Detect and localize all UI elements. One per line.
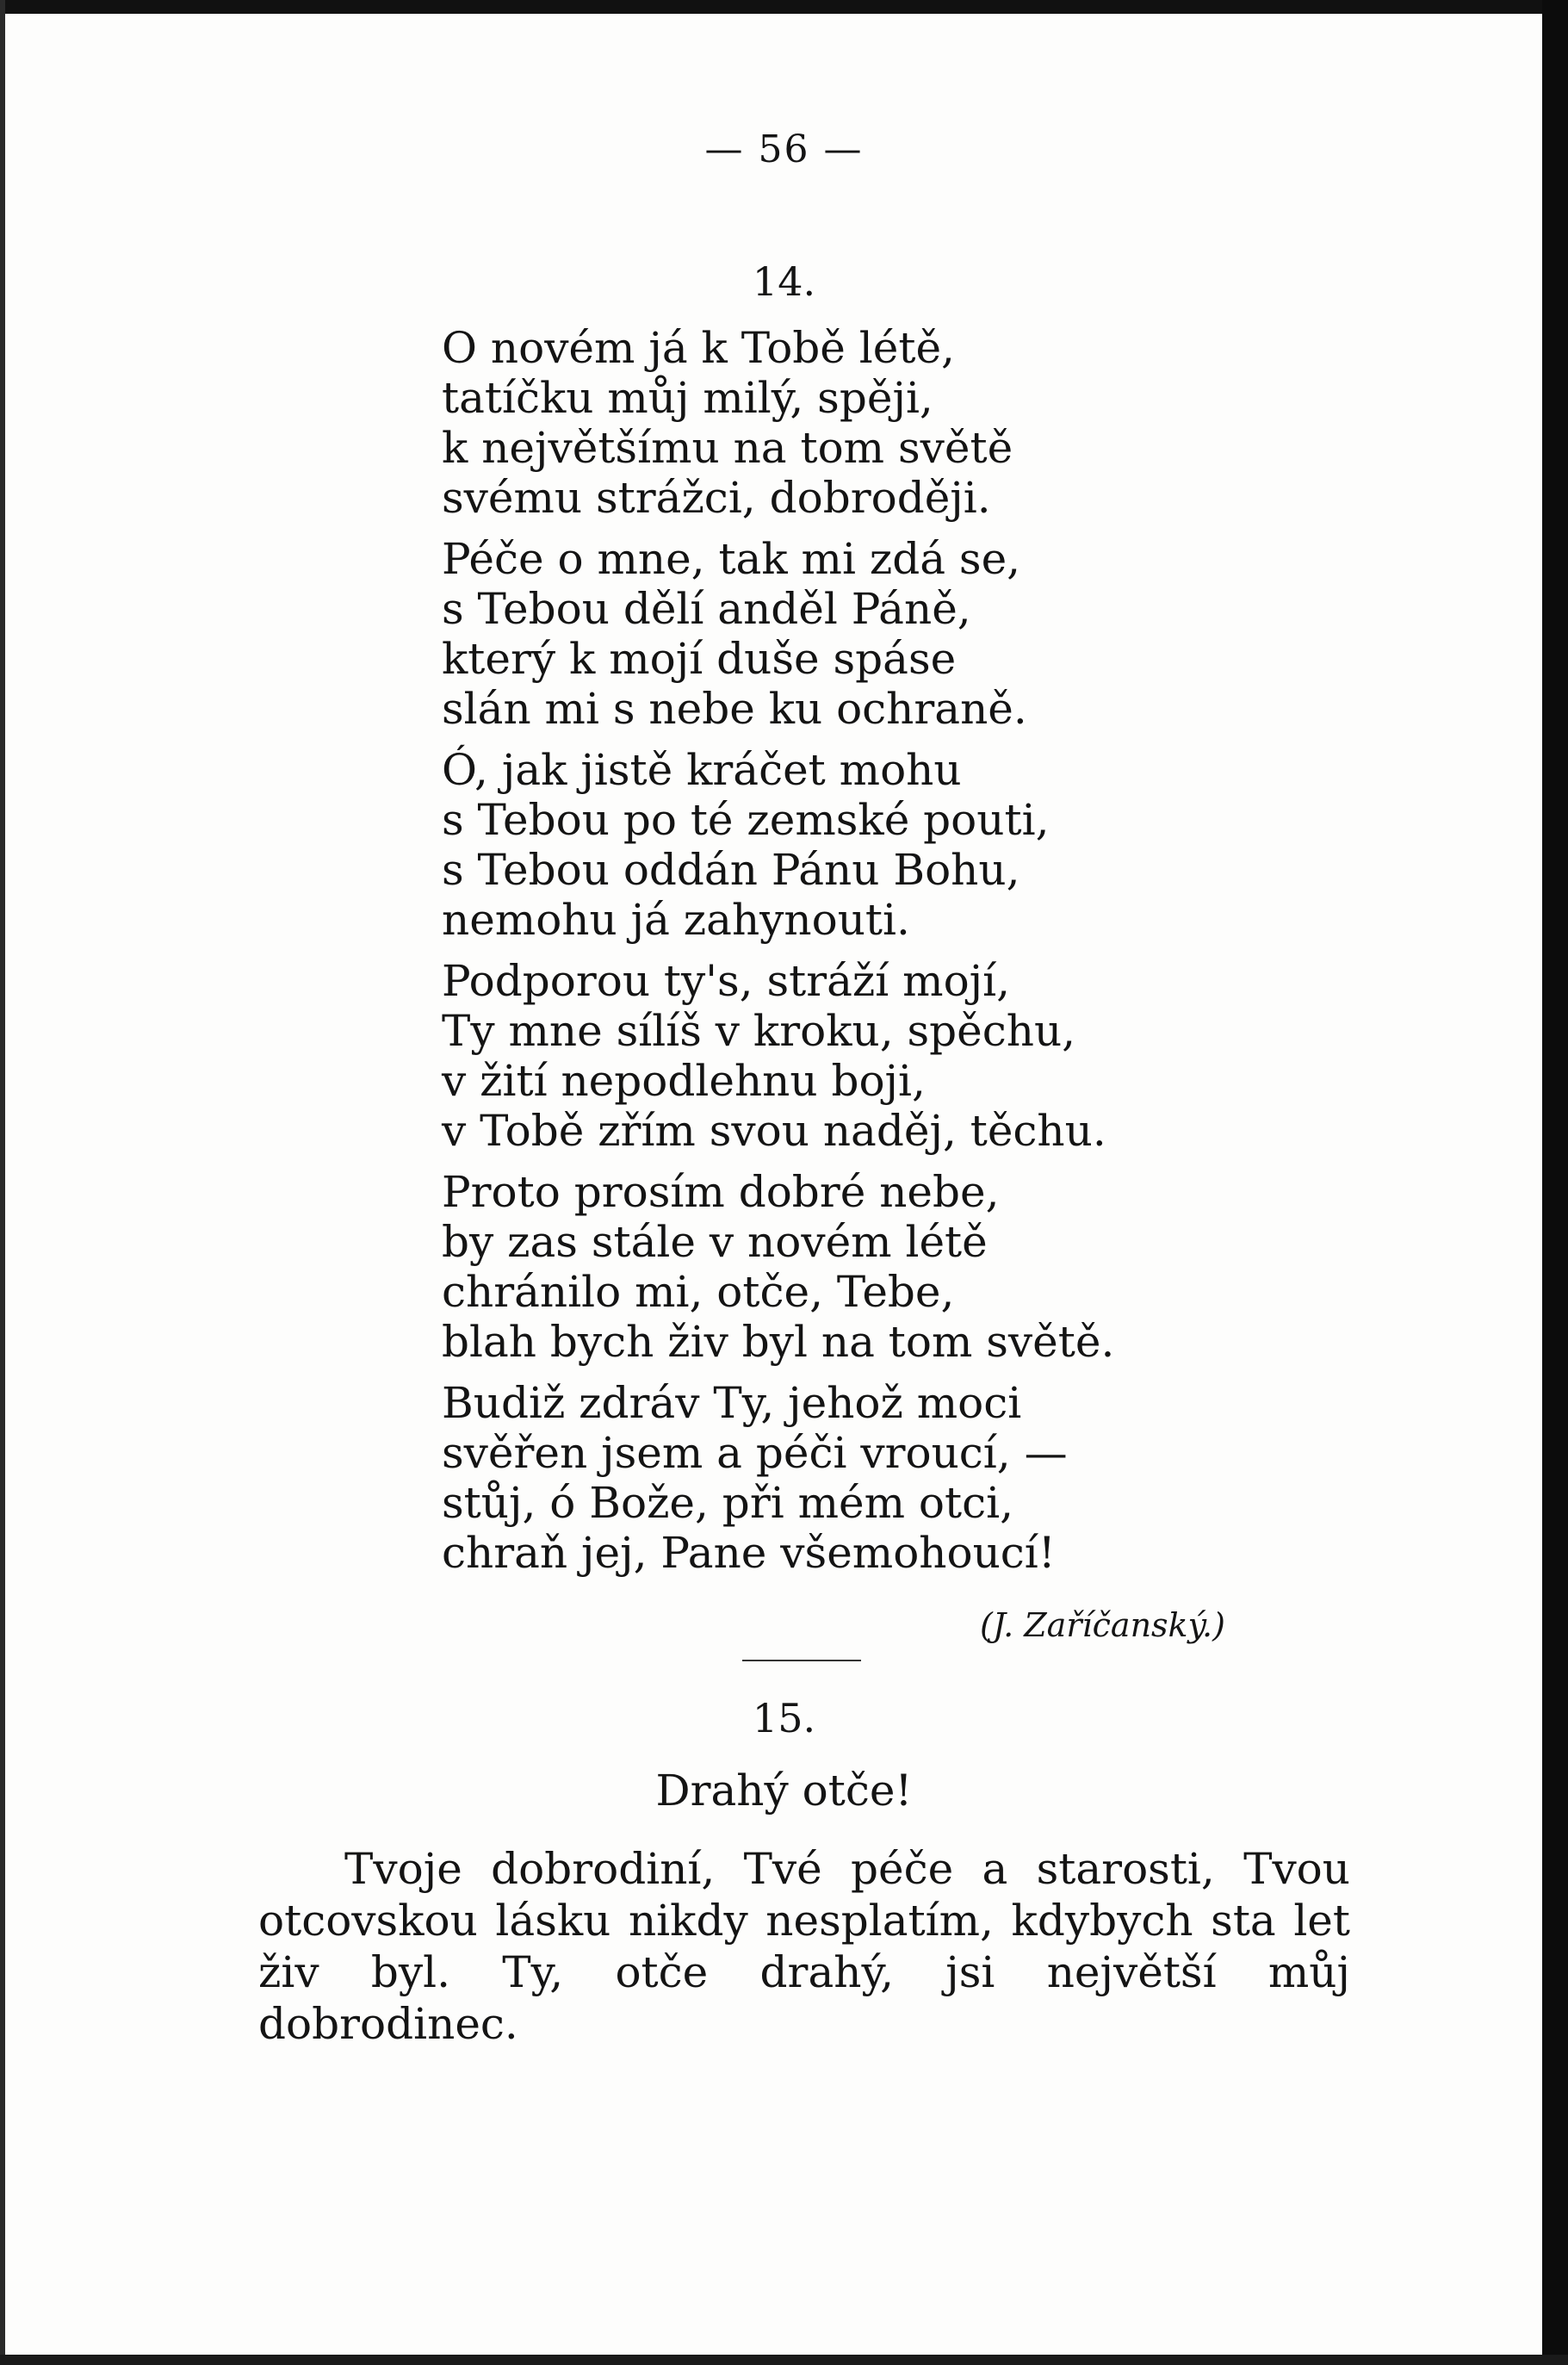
stanza [442,956,1303,1156]
poem-line: tatíčku můj milý, spěji, [442,373,933,423]
stanza [442,745,1303,945]
stanza [442,1167,1303,1367]
scan-border-bottom [0,2355,1568,2365]
poem-line: blah bych živ byl na tom světě. [442,1317,1115,1367]
poem-line: slán mi s nebe ku ochraně. [442,684,1027,734]
scan-border-right [1542,0,1568,2365]
poem-line: Péče o mne, tak mi zdá se, [442,534,1021,584]
poem-line: k největšímu na tom světě [442,423,1013,473]
scan-border-left [0,0,5,2365]
page-number: — 56 — [704,127,864,171]
poem-line: v žití nepodlehnu boji, [442,1056,926,1106]
stanza [442,323,1303,523]
poem-line: s Tebou dělí anděl Páně, [442,584,971,634]
poem-line: O novém já k Tobě létě, [442,323,955,373]
stanza [442,1378,1303,1578]
poem-line: s Tebou po té zemské pouti, [442,795,1050,845]
section-15-heading: 15. [752,1695,816,1741]
poem-line: stůj, ó Bože, při mém otci, [442,1478,1013,1528]
poem-line: chraň jej, Pane všemohoucí! [442,1528,1056,1578]
poem-line: Budiž zdráv Ty, jehož moci [442,1378,1022,1428]
letter-salutation: Drahý otče! [655,1766,913,1816]
section-divider [742,1660,861,1661]
poem-14-heading: 14. [752,258,816,305]
poem-line: který k mojí duše spáse [442,634,957,684]
poem-line: svému strážci, dobroději. [442,473,991,523]
stanza [442,534,1303,734]
poem-line: Proto prosím dobré nebe, [442,1167,1000,1217]
poem-line: nemohu já zahynouti. [442,895,910,945]
poem-line: svěřen jsem a péči vroucí, — [442,1428,1068,1478]
poem-line: v Tobě zřím svou naděj, těchu. [442,1106,1106,1156]
poem-line: Podporou ty's, stráží mojí, [442,956,1011,1006]
poem-line: by zas stále v novém létě [442,1217,988,1267]
poem-line: s Tebou oddán Pánu Bohu, [442,845,1020,895]
poem-line: chránilo mi, otče, Tebe, [442,1267,955,1317]
letter-paragraph: Tvoje dobrodiní, Tvé péče a starosti, Tvou otcovskou lásku nikdy nesplatím, kdybych sta let živ byl. Ty, otče drahý, jsi největší můj dobrodinec. [258,1844,1350,2049]
scan-border-top [0,0,1568,14]
poem-line: Ó, jak jistě kráčet mohu [442,745,962,795]
poem-14 [442,323,1303,1589]
poem-line: Ty mne sílíš v kroku, spěchu, [442,1006,1076,1056]
poem-attribution: (J. Zaříčanský.) [980,1606,1225,1644]
